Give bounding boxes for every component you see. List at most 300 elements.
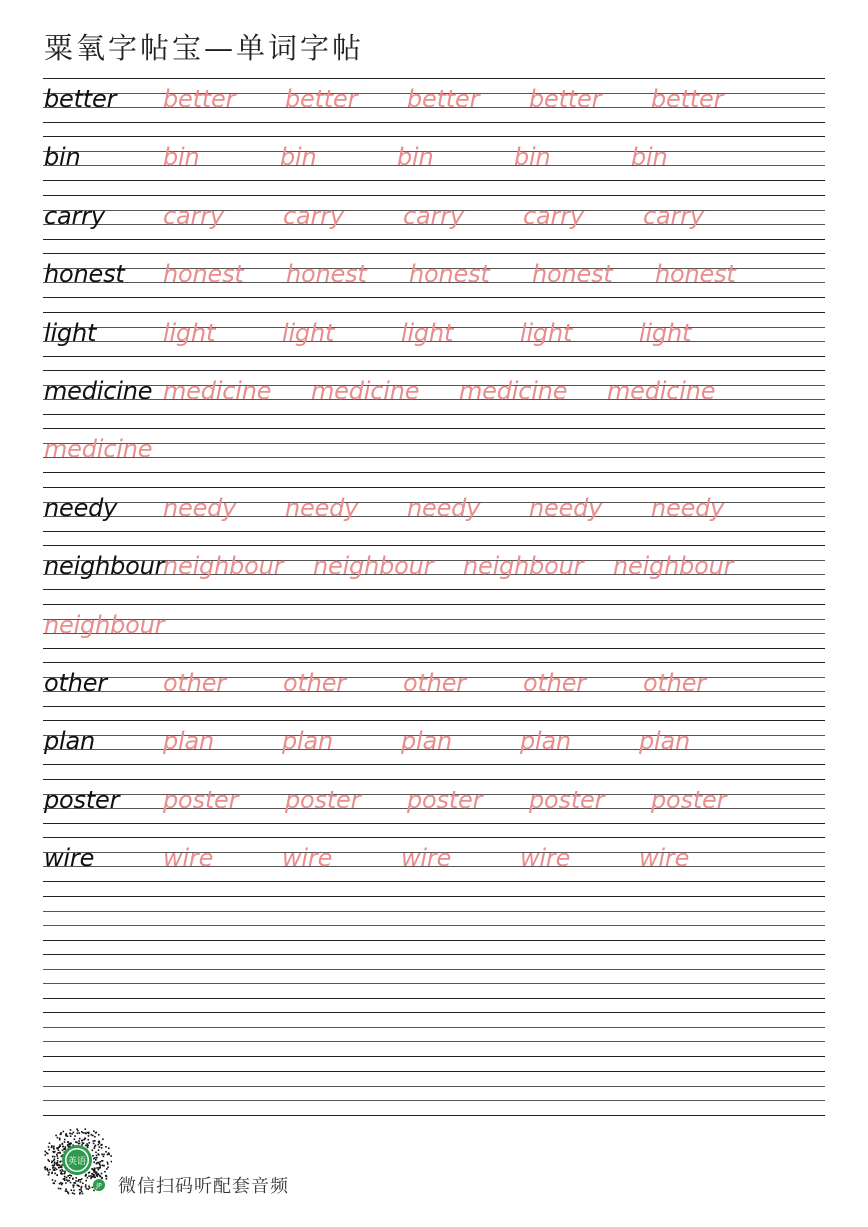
- rule-line: [43, 239, 825, 240]
- qr-dot: [51, 1172, 53, 1174]
- qr-dot: [60, 1170, 62, 1172]
- trace-word: wire: [639, 844, 690, 873]
- rule-line: [43, 78, 825, 79]
- model-word: medicine: [44, 377, 153, 405]
- writing-row: [43, 420, 825, 478]
- writing-row: [43, 187, 825, 245]
- qr-dot: [96, 1155, 98, 1157]
- qr-dot: [88, 1142, 90, 1144]
- trace-word: carry: [283, 201, 344, 230]
- writing-row: [43, 1063, 825, 1121]
- trace-word: other: [163, 669, 226, 697]
- qr-dot: [84, 1132, 86, 1134]
- trace-word: poster: [407, 785, 483, 814]
- qr-dot: [64, 1171, 66, 1173]
- qr-dot: [79, 1189, 81, 1191]
- qr-dot: [96, 1132, 98, 1134]
- rule-line: [43, 823, 825, 824]
- qr-dot: [107, 1167, 109, 1169]
- qr-dot: [102, 1165, 104, 1167]
- rule-line: [43, 837, 825, 838]
- qr-dot: [60, 1133, 62, 1135]
- qr-dot: [54, 1156, 56, 1158]
- qr-dot: [65, 1148, 67, 1150]
- qr-dot: [45, 1151, 47, 1153]
- qr-dot: [65, 1188, 67, 1190]
- qr-dot: [54, 1163, 56, 1165]
- qr-dot: [69, 1133, 71, 1135]
- qr-dot: [75, 1177, 77, 1179]
- qr-dot: [54, 1151, 56, 1153]
- qr-dot: [57, 1137, 59, 1139]
- practice-sheet: [43, 70, 825, 1120]
- qr-dot: [98, 1169, 100, 1171]
- qr-dot: [105, 1146, 107, 1148]
- qr-dot: [74, 1193, 76, 1195]
- rule-line: [43, 151, 825, 152]
- qr-dot: [64, 1176, 66, 1178]
- qr-dot: [85, 1128, 87, 1130]
- qr-dot: [49, 1169, 51, 1171]
- writing-row: [43, 70, 825, 128]
- qr-dot: [51, 1147, 53, 1149]
- trace-word: other: [523, 669, 586, 697]
- qr-dot: [80, 1181, 82, 1183]
- qr-dot: [88, 1133, 90, 1135]
- trace-word: needy: [163, 493, 237, 522]
- qr-dot: [93, 1140, 95, 1142]
- trace-word: bin: [514, 143, 551, 172]
- qr-dot: [51, 1162, 53, 1164]
- rule-line: [43, 428, 825, 429]
- trace-word: wire: [282, 844, 333, 873]
- qr-dot: [93, 1158, 95, 1160]
- qr-dot: [52, 1165, 54, 1167]
- qr-dot: [105, 1175, 107, 1177]
- writing-row: [43, 596, 825, 654]
- qr-code-icon[interactable]: [42, 1127, 112, 1197]
- qr-dot: [62, 1146, 64, 1148]
- writing-row: [43, 128, 825, 186]
- qr-dot: [69, 1174, 71, 1176]
- trace-word: better: [529, 85, 602, 113]
- writing-row: [43, 479, 825, 537]
- trace-word: poster: [529, 785, 605, 814]
- trace-word: carry: [523, 201, 584, 230]
- rule-line: [43, 1056, 825, 1057]
- trace-word: wire: [401, 844, 452, 873]
- qr-dot: [52, 1156, 54, 1158]
- qr-dot: [107, 1162, 109, 1164]
- qr-dot: [68, 1146, 70, 1148]
- rule-line: [43, 253, 825, 254]
- qr-dot: [64, 1141, 66, 1143]
- qr-dot: [85, 1184, 87, 1186]
- writing-row: [43, 888, 825, 946]
- trace-word: poster: [651, 785, 727, 814]
- qr-dot: [47, 1169, 49, 1171]
- rule-line: [43, 881, 825, 882]
- rule-line: [43, 1012, 825, 1013]
- qr-dot: [93, 1170, 95, 1172]
- qr-dot: [70, 1182, 72, 1184]
- qr-dot: [52, 1179, 54, 1181]
- qr-dot: [53, 1148, 55, 1150]
- qr-dot: [57, 1155, 59, 1157]
- qr-dot: [73, 1190, 75, 1192]
- trace-word: medicine: [44, 435, 153, 464]
- writing-row: [43, 654, 825, 712]
- rule-line: [43, 414, 825, 415]
- qr-dot: [57, 1162, 59, 1164]
- qr-dot: [98, 1144, 100, 1146]
- qr-dot: [71, 1189, 73, 1191]
- trace-word: light: [639, 318, 692, 347]
- qr-dot: [103, 1156, 105, 1158]
- qr-dot: [56, 1169, 58, 1171]
- qr-dot: [52, 1151, 54, 1153]
- qr-dot: [93, 1162, 95, 1164]
- qr-dot: [91, 1134, 93, 1136]
- trace-word: honest: [532, 260, 613, 289]
- trace-word: plan: [639, 727, 691, 756]
- trace-word: bin: [163, 143, 200, 172]
- trace-word: other: [283, 669, 346, 697]
- qr-dot: [105, 1151, 107, 1153]
- writing-row: [43, 245, 825, 303]
- qr-dot: [81, 1178, 83, 1180]
- qr-dot: [62, 1183, 64, 1185]
- rule-line: [43, 472, 825, 473]
- trace-word: plan: [163, 727, 215, 756]
- trace-word: plan: [282, 727, 334, 756]
- trace-word: other: [403, 669, 466, 697]
- trace-word: better: [651, 85, 724, 113]
- qr-small-badge-label: JP: [96, 1182, 102, 1190]
- trace-word: plan: [520, 727, 572, 756]
- qr-dot: [95, 1152, 97, 1154]
- footer-caption: 微信扫码听配套音频: [118, 1176, 289, 1197]
- qr-dot: [81, 1191, 83, 1193]
- qr-dot: [61, 1169, 63, 1171]
- qr-dot: [54, 1167, 56, 1169]
- qr-dot: [60, 1165, 62, 1167]
- qr-dot: [99, 1167, 101, 1169]
- rule-line: [43, 1027, 825, 1028]
- qr-dot: [94, 1140, 96, 1142]
- trace-word: needy: [285, 493, 359, 522]
- trace-word: neighbour: [313, 552, 434, 581]
- trace-word: honest: [655, 260, 736, 289]
- qr-dot: [78, 1179, 80, 1181]
- qr-dot: [59, 1183, 61, 1185]
- qr-dot: [48, 1172, 50, 1174]
- trace-word: bin: [397, 143, 434, 172]
- writing-row: [43, 946, 825, 1004]
- page-title: 粟氧字帖宝—单词字帖: [44, 31, 365, 65]
- trace-word: carry: [163, 201, 224, 230]
- qr-dot: [86, 1188, 88, 1190]
- trace-word: wire: [520, 844, 571, 873]
- qr-dot: [51, 1145, 53, 1147]
- qr-dot: [48, 1149, 50, 1151]
- qr-dot: [77, 1180, 79, 1182]
- qr-dot: [95, 1159, 97, 1161]
- qr-dot: [99, 1165, 101, 1167]
- trace-word: honest: [409, 260, 490, 289]
- rule-line: [43, 443, 825, 444]
- qr-dot: [95, 1145, 97, 1147]
- rule-line: [43, 998, 825, 999]
- trace-word: carry: [643, 201, 704, 230]
- qr-dot: [88, 1135, 90, 1137]
- qr-dot: [82, 1193, 84, 1195]
- qr-dot: [87, 1145, 89, 1147]
- model-word: light: [44, 318, 97, 347]
- qr-dot: [59, 1164, 61, 1166]
- qr-dot: [57, 1158, 59, 1160]
- qr-dot: [52, 1167, 54, 1169]
- qr-dot: [106, 1178, 108, 1180]
- qr-dot: [54, 1162, 56, 1164]
- qr-dot: [108, 1148, 110, 1150]
- qr-dot: [65, 1146, 67, 1148]
- qr-dot: [63, 1131, 65, 1133]
- qr-dot: [80, 1189, 82, 1191]
- qr-dot: [96, 1163, 98, 1165]
- rule-line: [43, 764, 825, 765]
- rule-line: [43, 911, 825, 912]
- trace-word: needy: [529, 493, 603, 522]
- qr-dot: [98, 1134, 100, 1136]
- qr-dot: [54, 1165, 56, 1167]
- qr-dot: [94, 1136, 96, 1138]
- qr-dot: [65, 1135, 67, 1137]
- model-word: needy: [44, 493, 118, 522]
- qr-dot: [60, 1188, 62, 1190]
- trace-word: neighbour: [613, 552, 734, 581]
- qr-dot: [87, 1132, 89, 1134]
- qr-dot: [71, 1133, 73, 1135]
- qr-dot: [92, 1174, 94, 1176]
- qr-dot: [57, 1160, 59, 1162]
- qr-dot: [93, 1130, 95, 1132]
- qr-dot: [57, 1148, 59, 1150]
- qr-dot: [101, 1147, 103, 1149]
- rule-line: [43, 195, 825, 196]
- rule-line: [43, 720, 825, 721]
- rule-line: [43, 896, 825, 897]
- qr-dot: [64, 1178, 66, 1180]
- trace-word: better: [285, 85, 358, 113]
- trace-word: plan: [401, 727, 453, 756]
- qr-dot: [58, 1188, 60, 1190]
- qr-dot: [87, 1188, 89, 1190]
- model-word: poster: [44, 785, 120, 814]
- qr-dot: [108, 1152, 110, 1154]
- qr-dot: [53, 1160, 55, 1162]
- qr-dot: [81, 1144, 83, 1146]
- qr-dot: [85, 1175, 87, 1177]
- trace-word: medicine: [459, 377, 568, 405]
- qr-dot: [111, 1161, 112, 1163]
- qr-dot: [96, 1157, 98, 1159]
- qr-dot: [107, 1163, 109, 1165]
- qr-dot: [59, 1139, 61, 1141]
- rule-line: [43, 1086, 825, 1087]
- writing-row: [43, 771, 825, 829]
- qr-dot: [110, 1155, 112, 1157]
- qr-dot: [48, 1160, 50, 1162]
- qr-dot: [54, 1173, 56, 1175]
- qr-dot: [48, 1146, 50, 1148]
- model-word: neighbour: [44, 552, 165, 581]
- rule-line: [43, 457, 825, 458]
- qr-dot: [70, 1135, 72, 1137]
- qr-dot: [102, 1160, 104, 1162]
- qr-dot: [85, 1186, 87, 1188]
- qr-dot: [99, 1142, 101, 1144]
- qr-dot: [70, 1129, 72, 1131]
- rule-line: [43, 1115, 825, 1116]
- qr-dot: [67, 1180, 69, 1182]
- qr-dot: [69, 1177, 71, 1179]
- rule-line: [43, 1041, 825, 1042]
- rule-line: [43, 136, 825, 137]
- qr-dot: [60, 1173, 62, 1175]
- qr-dot: [59, 1152, 61, 1154]
- trace-word: light: [401, 318, 454, 347]
- qr-dot: [81, 1140, 83, 1142]
- rule-line: [43, 297, 825, 298]
- rule-line: [43, 662, 825, 663]
- qr-dot: [94, 1177, 96, 1179]
- qr-dot: [87, 1177, 89, 1179]
- trace-word: neighbour: [44, 610, 165, 639]
- rule-line: [43, 925, 825, 926]
- qr-dot: [55, 1180, 57, 1182]
- qr-dot: [103, 1154, 105, 1156]
- rule-line: [43, 356, 825, 357]
- qr-dot: [92, 1150, 94, 1152]
- trace-word: neighbour: [163, 552, 284, 581]
- qr-dot: [102, 1138, 104, 1140]
- rule-line: [43, 1071, 825, 1072]
- qr-dot: [90, 1178, 92, 1180]
- qr-dot: [54, 1169, 56, 1171]
- qr-dot: [76, 1142, 78, 1144]
- qr-dot: [48, 1174, 50, 1176]
- qr-dot: [99, 1146, 101, 1148]
- qr-dot: [74, 1139, 76, 1141]
- rule-line: [43, 940, 825, 941]
- qr-dot: [82, 1132, 84, 1134]
- qr-dot: [59, 1146, 61, 1148]
- writing-row: [43, 362, 825, 420]
- qr-dot: [49, 1142, 51, 1144]
- qr-dot: [85, 1145, 87, 1147]
- trace-word: poster: [163, 785, 239, 814]
- qr-dot: [68, 1143, 70, 1145]
- qr-dot: [78, 1140, 80, 1142]
- qr-dot: [77, 1133, 79, 1135]
- qr-dot: [79, 1132, 81, 1134]
- qr-dot: [64, 1172, 66, 1174]
- model-word: carry: [44, 201, 105, 230]
- qr-dot: [92, 1155, 94, 1157]
- rule-line: [43, 969, 825, 970]
- rule-line: [43, 531, 825, 532]
- qr-dot: [78, 1185, 80, 1187]
- qr-dot: [66, 1133, 68, 1135]
- qr-dot: [66, 1177, 68, 1179]
- trace-word: needy: [651, 493, 725, 522]
- qr-dot: [44, 1167, 46, 1169]
- qr-dot: [58, 1149, 60, 1151]
- qr-dot: [64, 1180, 66, 1182]
- qr-dot: [100, 1161, 102, 1163]
- qr-dot: [103, 1165, 105, 1167]
- qr-dot: [88, 1139, 90, 1141]
- qr-dot: [67, 1175, 69, 1177]
- qr-dot: [73, 1132, 75, 1134]
- trace-word: bin: [631, 143, 668, 172]
- model-word: honest: [44, 260, 125, 289]
- writing-row: [43, 712, 825, 770]
- qr-dot: [98, 1149, 100, 1151]
- qr-dot: [75, 1182, 77, 1184]
- qr-dot: [85, 1138, 87, 1140]
- model-word: plan: [44, 727, 96, 756]
- qr-dot: [66, 1190, 68, 1192]
- trace-word: neighbour: [463, 552, 584, 581]
- qr-dot: [62, 1143, 64, 1145]
- qr-dot: [104, 1171, 106, 1173]
- model-word: wire: [44, 844, 95, 873]
- qr-dot: [85, 1180, 87, 1182]
- qr-dot: [88, 1186, 90, 1188]
- qr-dot: [78, 1143, 80, 1145]
- rule-line: [43, 604, 825, 605]
- rule-line: [43, 122, 825, 123]
- rule-line: [43, 180, 825, 181]
- qr-dot: [98, 1163, 100, 1165]
- qr-dot: [94, 1147, 96, 1149]
- qr-dot: [96, 1167, 98, 1169]
- trace-word: light: [520, 318, 573, 347]
- rule-line: [43, 706, 825, 707]
- qr-dot: [79, 1192, 81, 1194]
- qr-dot: [101, 1173, 103, 1175]
- trace-word: medicine: [311, 377, 420, 405]
- writing-row: [43, 829, 825, 887]
- qr-dot: [80, 1179, 82, 1181]
- qr-dot: [106, 1168, 108, 1170]
- trace-word: other: [643, 669, 706, 697]
- qr-dot: [91, 1168, 93, 1170]
- qr-dot: [65, 1182, 67, 1184]
- rule-line: [43, 983, 825, 984]
- rule-line: [43, 165, 825, 166]
- trace-word: carry: [403, 201, 464, 230]
- writing-row: [43, 304, 825, 362]
- qr-dot: [72, 1192, 74, 1194]
- qr-dot: [93, 1143, 95, 1145]
- qr-dot: [57, 1152, 59, 1154]
- trace-word: honest: [163, 260, 244, 289]
- qr-dot: [62, 1150, 64, 1152]
- qr-dot: [72, 1184, 74, 1186]
